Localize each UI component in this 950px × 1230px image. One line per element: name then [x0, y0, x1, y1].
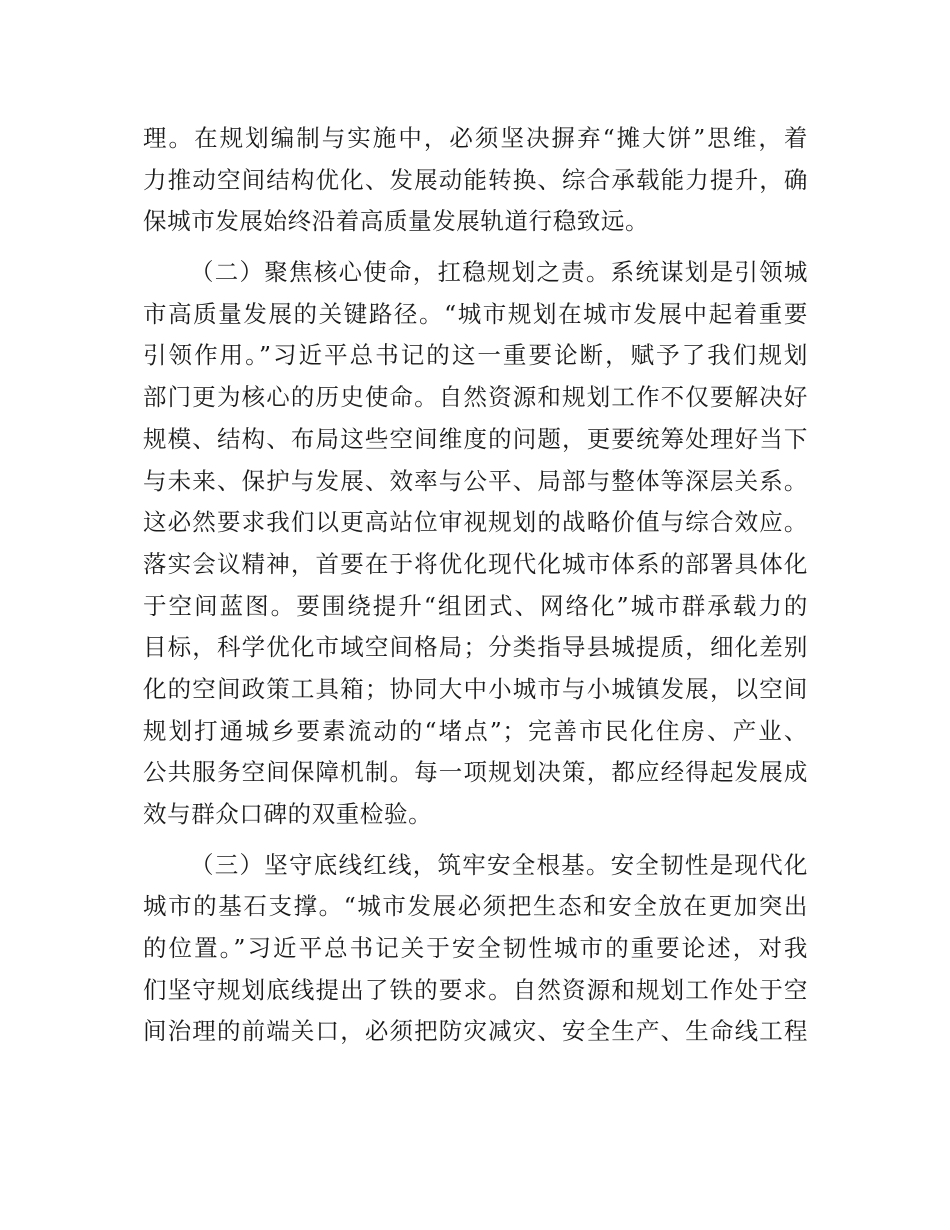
- paragraph-line: 规划打通城乡要素流动的“堵点”；完善市民化住房、产业、: [143, 716, 808, 745]
- paragraph-line: 的位置。”习近平总书记关于安全韧性城市的重要论述，对我: [143, 934, 808, 963]
- paragraph-line: （二）聚焦核心使命，扛稳规划之责。系统谋划是引领城: [190, 258, 808, 287]
- paragraph-line: 这必然要求我们以更高站位审视规划的战略价值与综合效应。: [143, 508, 808, 537]
- paragraph-line: 于空间蓝图。要围绕提升“组团式、网络化”城市群承载力的: [143, 591, 808, 620]
- paragraph-1: [143, 118, 808, 243]
- paragraph-line: 理。在规划编制与实施中，必须坚决摒弃“摊大饼”思维，着: [143, 124, 808, 152]
- paragraph-2: [143, 252, 808, 836]
- paragraph-line: 部门更为核心的历史使命。自然资源和规划工作不仅要解决好: [143, 383, 808, 412]
- paragraph-line: 规模、结构、布局这些空间维度的问题，更要统筹处理好当下: [143, 424, 808, 453]
- document-body: [143, 118, 808, 1053]
- paragraph-line: 城市的基石支撑。“城市发展必须把生态和安全放在更加突出: [143, 892, 808, 921]
- paragraph-line: 与未来、保护与发展、效率与公平、局部与整体等深层关系。: [143, 466, 808, 495]
- paragraph-3: [143, 845, 808, 1053]
- paragraph-line: 化的空间政策工具箱；协同大中小城市与小城镇发展，以空间: [143, 674, 808, 703]
- paragraph-line: 引领作用。”习近平总书记的这一重要论断，赋予了我们规划: [143, 341, 808, 370]
- paragraph-line: 们坚守规划底线提出了铁的要求。自然资源和规划工作处于空: [143, 975, 808, 1004]
- paragraph-line: 效与群众口碑的双重检验。: [143, 800, 433, 828]
- paragraph-line: 公共服务空间保障机制。每一项规划决策，都应经得起发展成: [143, 758, 808, 787]
- paragraph-line: 目标，科学优化市域空间格局；分类指导县城提质，细化差别: [143, 633, 808, 662]
- paragraph-line: （三）坚守底线红线，筑牢安全根基。安全韧性是现代化: [190, 850, 808, 879]
- paragraph-line: 落实会议精神，首要在于将优化现代化城市体系的部署具体化: [143, 549, 808, 578]
- paragraph-line: 市高质量发展的关键路径。“城市规划在城市发展中起着重要: [143, 299, 808, 328]
- paragraph-line: 力推动空间结构优化、发展动能转换、综合承载能力提升，确: [143, 165, 808, 194]
- paragraph-line: 间治理的前端关口，必须把防灾减灾、安全生产、生命线工程: [143, 1017, 808, 1046]
- paragraph-line: 保城市发展始终沿着高质量发展轨道行稳致远。: [143, 207, 650, 236]
